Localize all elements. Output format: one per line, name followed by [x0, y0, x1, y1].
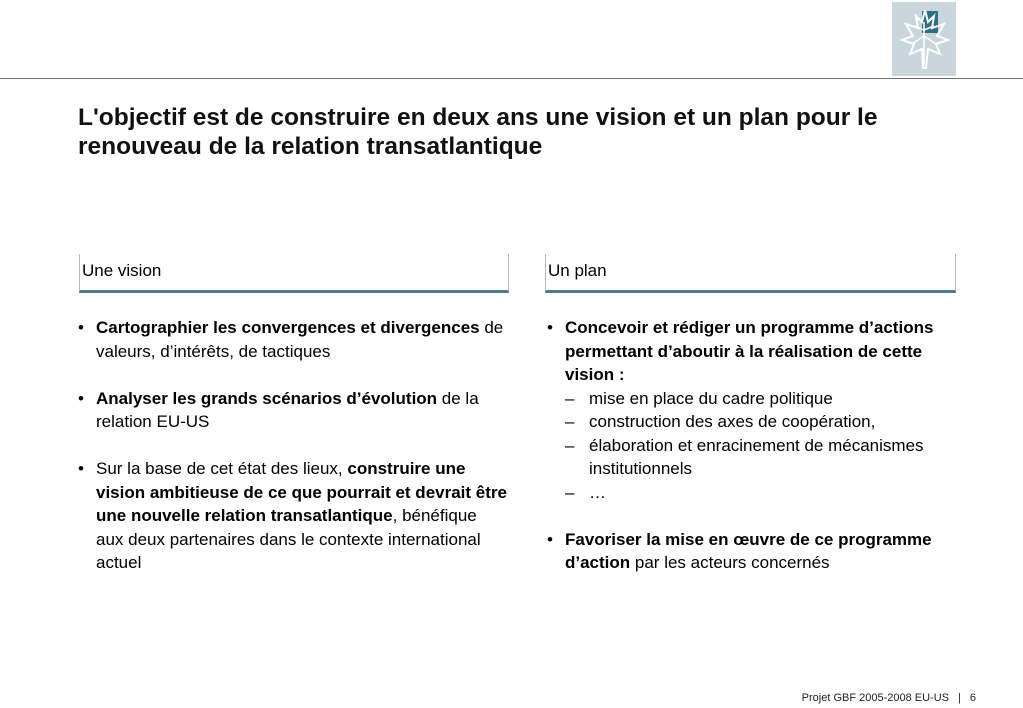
vision-item	[78, 457, 508, 575]
vision-item-emphasis: construire une vision ambitieuse de ce que pourrait et devrait être une nouvelle relation transatlantique	[96, 459, 507, 525]
plan-sub-item	[547, 434, 957, 481]
plan-sub-text: construction des axes de coopération,	[589, 412, 876, 431]
footer	[802, 692, 976, 704]
plan-column	[547, 316, 957, 598]
dash: –	[565, 482, 575, 502]
vision-header-label: Une vision	[82, 261, 162, 280]
maple-leaf-logo	[892, 2, 956, 76]
vision-column	[78, 316, 508, 598]
plan-item-emphasis: Favoriser la mise en œuvre de ce programme d’action	[565, 529, 932, 572]
bullet: •	[78, 459, 84, 478]
vision-item-prefix: Sur la base de cet état des lieux,	[96, 459, 348, 478]
plan-sub-list	[547, 387, 957, 505]
page-number: 6	[969, 692, 976, 704]
bullet: •	[547, 318, 553, 337]
vision-item-emphasis: Cartographier les convergences et divergences	[96, 318, 480, 337]
page-title: L'objectif est de construire en deux ans une vision et un plan pour le renouveau de la relation transatlantique	[78, 104, 878, 161]
dash: –	[565, 435, 575, 455]
bullet: •	[547, 529, 553, 549]
vision-item-emphasis: Analyser les grands scénarios d’évolution	[96, 388, 438, 408]
vision-item-text: de valeurs, d’intérêts, de tactiques	[96, 318, 504, 361]
plan-sub-item	[547, 410, 957, 434]
top-divider	[0, 78, 1023, 79]
maple-leaf-icon	[892, 2, 956, 76]
vision-header	[79, 254, 509, 293]
plan-item-emphasis: Concevoir et rédiger un programme d’actions permettant d’aboutir à la réalisation de cette vision :	[565, 318, 934, 384]
plan-item	[547, 316, 957, 387]
vision-item-text: de la relation EU-US	[96, 388, 479, 431]
bullet: •	[78, 318, 84, 337]
plan-sub-item	[547, 387, 957, 411]
plan-header	[545, 254, 956, 293]
plan-header-label: Un plan	[548, 261, 607, 280]
plan-sub-text: mise en place du cadre politique	[589, 388, 833, 408]
dash: –	[565, 412, 575, 431]
plan-sub-text: …	[589, 482, 606, 502]
plan-sub-item	[547, 481, 957, 505]
plan-sub-text: élaboration et enracinement de mécanismes institutionnels	[589, 435, 924, 478]
plan-item-text: par les acteurs concernés	[630, 553, 830, 572]
vision-item-text: , bénéfique aux deux partenaires dans le contexte international actuel	[96, 506, 481, 572]
plan-item	[547, 528, 957, 575]
footer-project: Projet GBF 2005-2008 EU-US	[801, 692, 950, 704]
dash: –	[565, 388, 575, 408]
vision-item	[78, 387, 508, 434]
bullet: •	[78, 388, 84, 408]
footer-separator: |	[958, 692, 961, 704]
vision-item	[78, 316, 508, 363]
